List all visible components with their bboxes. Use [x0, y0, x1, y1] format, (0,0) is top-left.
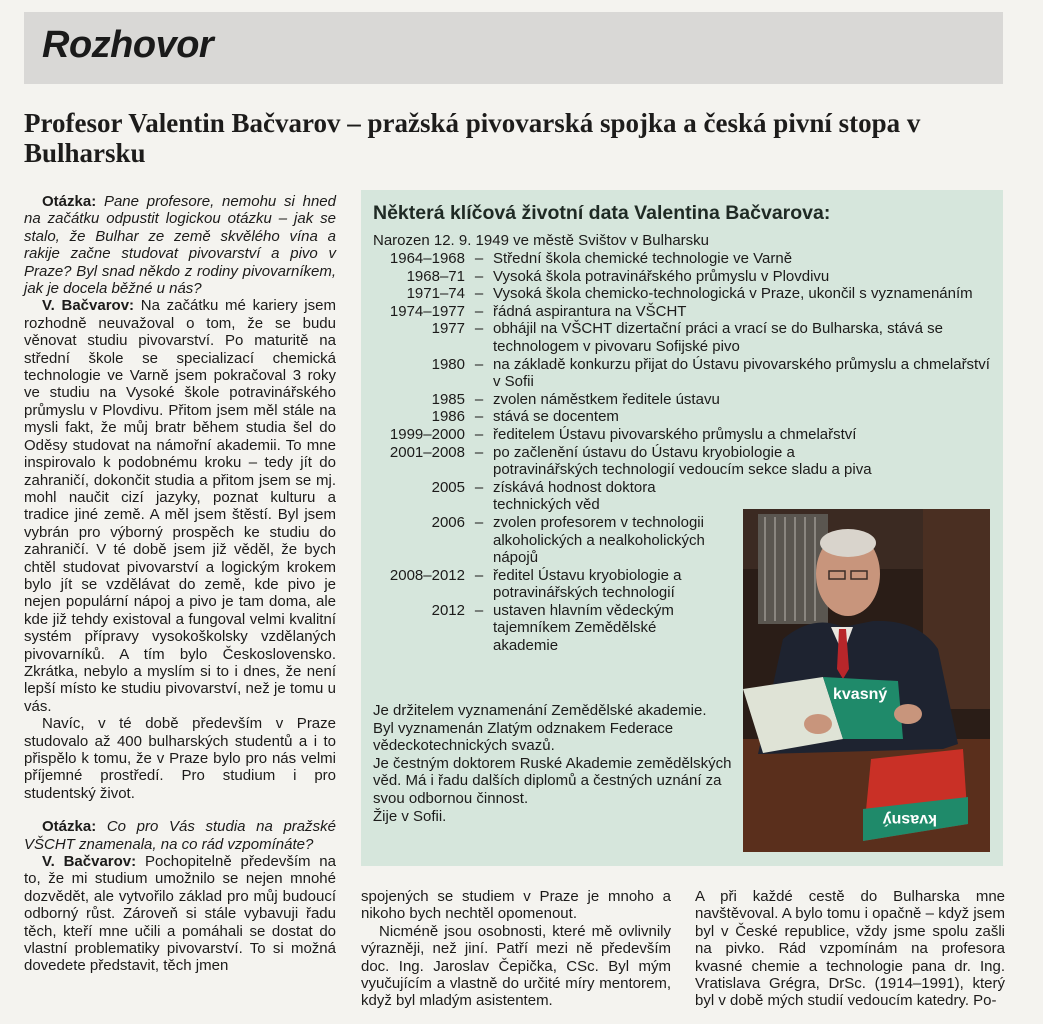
- speaker-label: Otázka:: [42, 193, 97, 210]
- timeline-year: 2001–2008: [389, 443, 465, 461]
- paragraph-text: Pochopitelně především na to, že mi studium umožnilo se nejen mnohé dozvědět, ale vytvořilo základ pro můj budoucí odborný růst. Zároveň si stále vybavuji řadu těch, kteří mne učili a pomáhali se dostat do vlastní problematiky pivovarství. To si možná dovedete představit, těch jmen: [24, 853, 336, 975]
- paragraph-text: spojených se studiem v Praze je mnoho a nikoho bych nechtěl opomenout.: [361, 888, 671, 923]
- article-headline: Profesor Valentin Bačvarov – pražská pivovarská spojka a česká pivní stopa v Bulharsku: [24, 108, 921, 168]
- answer-paragraph: [24, 715, 336, 802]
- timeline-dash: –: [474, 267, 484, 285]
- timeline-desc: získává hodnost doktora technických věd: [493, 478, 656, 514]
- paragraph-text: Co pro Vás studia na pražské VŠCHT znamenala, na co rád vzpomínáte?: [24, 818, 336, 853]
- timeline-year: 2005: [431, 478, 465, 496]
- article-column-2: [361, 888, 671, 1010]
- timeline-year: 1974–1977: [389, 302, 465, 320]
- paragraph-text: Nicméně jsou osobnosti, které mě ovlivnily výrazněji, než jiní. Patří mezi ně především doc. Ing. Jaroslav Čepička, CSc. Byl mým vyučujícím a vlastně do určité míry mentorem, když byl mladým asistentem.: [361, 922, 671, 1010]
- paragraph-gap: [24, 802, 336, 818]
- timeline-year: 2008–2012: [389, 566, 465, 584]
- timeline-desc: ustaven hlavním vědeckým tajemníkem Zemědělské akademie: [493, 601, 674, 655]
- timeline-dash: –: [474, 250, 484, 267]
- paragraph-text: Na začátku mé kariery jsem rozhodně neuvažoval o tom, že se budu věnovat studiu pivovarství. Po maturitě na střední škole se specializací chemická technologie ve Varně jsem pokračoval 3 roky ve studiu na Vysoké škole potravinářského průmyslu v Plovdivu. Přitom jsem měl stále na mysli fakt, že můj bratr během studia šel do Oděsy studovat na námořní akademii. To mne inspirovalo k podobnému kroku – tedy jít do zahraničí, dokončit studia a přitom jsem se mj. mohl naučit cizí jazyky, poznat kulturu a tradice jiné země. A měl jsem štěstí. Byl jsem vybrán pro výborný prospěch ke studiu do zahraničí. V té době jsem již věděl, že bych chtěl studovat pivovarství a logickým krokem bylo jít se vzdělávat do země, kde pivo je nejen populární nápoj a pivo je tam doma, ale kde již tehdy existoval a fungoval velmi kvalitní systém přípravy vysokoškolsky vzdělaných pivovarníků. A tím bylo Československo. Zkrátka, nebylo a myslím si to i dnes, že není lepší místo ke studiu pivovarství, než je tomu u vás.: [24, 297, 336, 715]
- timeline-year: 2006: [431, 513, 465, 531]
- section-title: Rozhovor: [42, 24, 214, 66]
- timeline-row: [373, 408, 993, 426]
- timeline-row: [373, 426, 993, 444]
- timeline-dash: –: [474, 425, 484, 443]
- article-column-1: [24, 193, 336, 975]
- answer-paragraph: [24, 853, 336, 975]
- timeline-dash: –: [474, 513, 484, 531]
- timeline-dash: –: [474, 601, 484, 619]
- answer-paragraph: [24, 297, 336, 715]
- timeline-desc: stává se docentem: [493, 408, 619, 426]
- timeline-year: 1977: [431, 320, 465, 338]
- timeline-desc: zvolen náměstkem ředitele ústavu: [493, 390, 720, 408]
- question-paragraph: [24, 193, 336, 297]
- magazine-title: kvasný: [833, 686, 888, 703]
- timeline-desc: zvolen profesorem v technologii alkoholických a nealkoholických nápojů: [493, 513, 705, 567]
- award-line: Žije v Sofii.: [373, 807, 447, 825]
- timeline-year: 1968–71: [406, 267, 465, 285]
- timeline-dash: –: [474, 320, 484, 338]
- timeline-year: 1985: [431, 390, 465, 408]
- speaker-label: V. Bačvarov:: [42, 853, 137, 871]
- timeline-row: [373, 268, 993, 286]
- timeline-desc: Vysoká škola chemicko-technologická v Praze, ukončil s vyznamenáním: [493, 285, 973, 303]
- timeline-row: [373, 303, 993, 321]
- timeline-year: 1999–2000: [389, 425, 465, 443]
- timeline-dash: –: [474, 478, 484, 496]
- magazine-title-2: kvasný: [882, 811, 937, 828]
- timeline-year: 1980: [431, 355, 465, 373]
- timeline-row: [373, 356, 993, 391]
- timeline-dash: –: [474, 566, 484, 584]
- timeline-desc: ředitelem Ústavu pivovarského průmyslu a chmelařství: [493, 425, 857, 443]
- timeline-row: [373, 391, 993, 409]
- timeline-dash: –: [474, 355, 484, 373]
- timeline-row: [373, 250, 993, 268]
- timeline-desc: po začlenění ústavu do Ústavu kryobiologie a potravinářských technologií vedoucím sekce sladu a piva: [493, 443, 872, 479]
- timeline-desc: na základě konkurzu přijat do Ústavu pivovarského průmyslu a chmelařství v Sofii: [493, 355, 990, 391]
- timeline-dash: –: [474, 302, 484, 320]
- article-column-3: [695, 888, 1005, 1010]
- speaker-label: Otázka:: [42, 818, 97, 836]
- timeline-year: 2012: [431, 601, 465, 619]
- paragraph-text: Navíc, v té době především v Praze studovalo až 400 bulharských studentů a i to přispělo k tomu, že v Praze bylo pro nás velmi příjemné prostředí. Pro studium i pro studentský život.: [24, 715, 336, 802]
- timeline-row: [373, 444, 993, 479]
- award-line: Je držitelem vyznamenání Zemědělské akademie.: [373, 702, 707, 719]
- timeline-desc: Vysoká škola potravinářského průmyslu v Plovdivu: [493, 267, 830, 285]
- timeline-year: 1986: [431, 408, 465, 426]
- timeline-desc: řádná aspirantura na VŠCHT: [493, 302, 687, 320]
- timeline-desc: ředitel Ústavu kryobiologie a potravinářských technologií: [493, 566, 682, 602]
- timeline-desc: obhájil na VŠCHT dizertační práci a vrací se do Bulharska, stává se technologem v pivovaru Sofijské pivo: [493, 320, 943, 355]
- speaker-label: V. Bačvarov:: [42, 297, 135, 315]
- paragraph-text: A při každé cestě do Bulharska mne navštěvoval. A bylo tomu i opačně – když jsem byl v České republice, vždy jsme spolu zašli na pivko. Rád vzpomínám na profesora kvasné chemie a technologie pana dr. Ing. Vratislava Grégra, DrSc. (1914–1991), který byl v době mých studií vedoucím katedry. Po-: [695, 888, 1005, 1010]
- timeline-year: 1964–1968: [389, 250, 465, 267]
- timeline-row: [373, 285, 993, 303]
- birth-line: Narozen 12. 9. 1949 ve městě Svištov v Bulharsku: [373, 232, 710, 249]
- paragraph-text: Pane profesore, nemohu si hned na začátku odpustit logickou otázku – jak se stalo, že Bulhar ze země skvělého vína a rakije začne studovat pivovarství a pivo v Praze? Byl snad někdo z rodiny pivovarníkem, jak je docela běžné u nás?: [24, 193, 336, 298]
- award-line: Je čestným doktorem Ruské Akademie zemědělských věd. Má i řadu dalších diplomů a čestných uznání za svou odbornou činnost.: [373, 754, 732, 807]
- timeline-dash: –: [474, 285, 484, 303]
- key-dates-title: Některá klíčová životní data Valentina Bačvarova:: [373, 202, 831, 224]
- timeline-dash: –: [474, 408, 484, 426]
- timeline-row: [373, 320, 993, 355]
- timeline-year: 1971–74: [406, 285, 465, 303]
- question-paragraph: [24, 818, 336, 853]
- awards-list: [373, 702, 733, 825]
- portrait-photo: [743, 509, 990, 852]
- timeline-dash: –: [474, 390, 484, 408]
- timeline-dash: –: [474, 443, 484, 461]
- timeline-desc: Střední škola chemické technologie ve Varně: [493, 250, 793, 267]
- award-line: Byl vyznamenán Zlatým odznakem Federace vědeckotechnických svazů.: [373, 719, 674, 755]
